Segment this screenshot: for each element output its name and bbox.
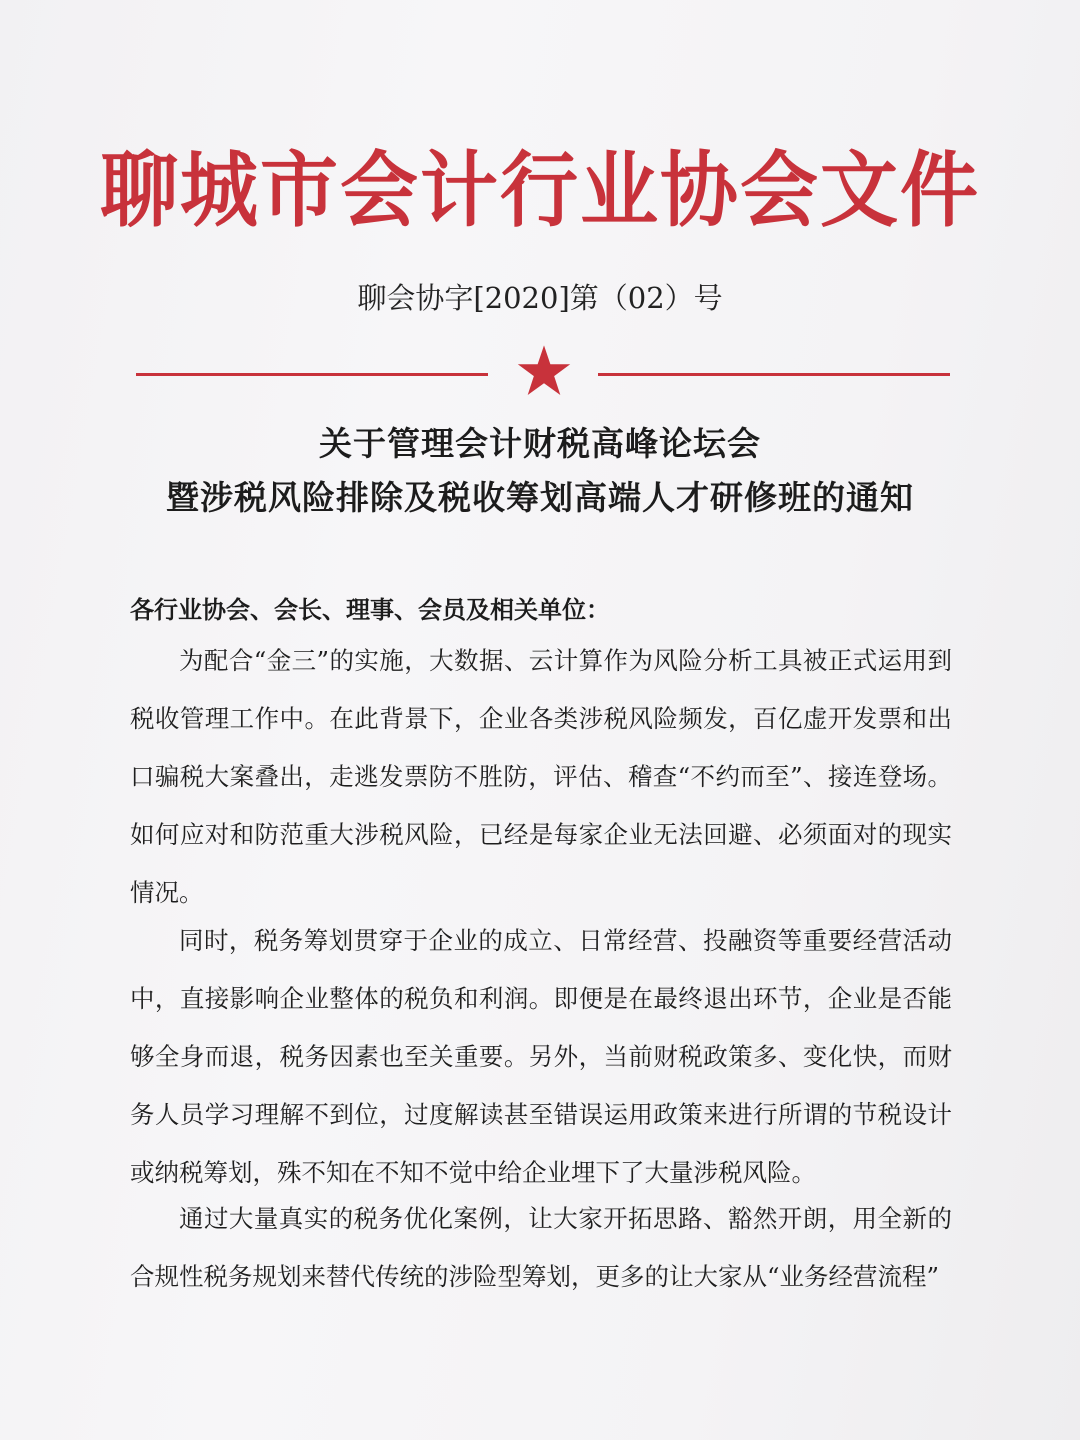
salutation: 各行业协会、会长、理事、会员及相关单位： [130, 596, 610, 624]
body-paragraph-3: 通过大量真实的税务优化案例，让大家开拓思路、豁然开朗，用全新的合规性税务规划来替代传统的涉险型筹划，更多的让大家从“业务经营流程” [130, 1204, 952, 1291]
red-star-icon [517, 345, 571, 397]
notice-title-line-2: 暨涉税风险排除及税收筹划高端人才研修班的通知 [166, 478, 914, 517]
document-number: 聊会协字[2020]第（02）号 [357, 281, 723, 315]
masthead-title: 聊城市会计行业协会文件 [99, 144, 980, 239]
red-rule-right [598, 373, 950, 376]
notice-title-line-1: 关于管理会计财税高峰论坛会 [319, 424, 761, 463]
red-rule-left [136, 373, 488, 376]
body-paragraph-1: 为配合“金三”的实施，大数据、云计算作为风险分析工具被正式运用到税收管理工作中。在此背景下，企业各类涉税风险频发，百亿虚开发票和出口骗税大案叠出，走逃发票防不胜防，评估、稽查“不约而至”、接连登场。如何应对和防范重大涉税风险，已经是每家企业无法回避、必须面对的现实情况。 [130, 646, 952, 907]
body-paragraph-2: 同时，税务筹划贯穿于企业的成立、日常经营、投融资等重要经营活动中，直接影响企业整体的税负和利润。即便是在最终退出环节，企业是否能够全身而退，税务因素也至关重要。另外，当前财税政策多、变化快，而财务人员学习理解不到位，过度解读甚至错误运用政策来进行所谓的节税设计或纳税筹划，殊不知在不知不觉中给企业埋下了大量涉税风险。 [130, 926, 952, 1187]
